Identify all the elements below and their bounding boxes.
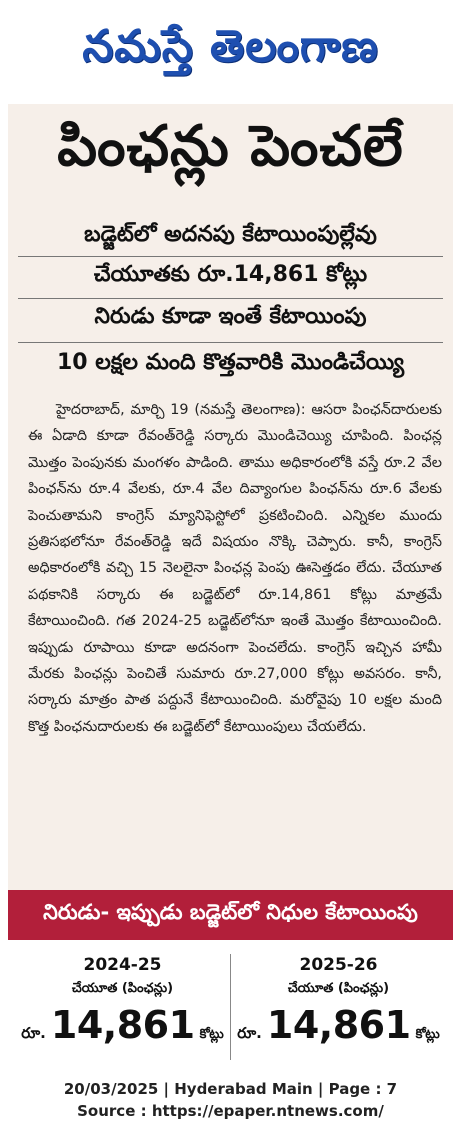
- currency-label: రూ.: [21, 1024, 46, 1042]
- headline: పింఛన్లు పెంచలే: [57, 114, 404, 179]
- news-clipping: [8, 104, 453, 1139]
- infobox-column-2025-26: [236, 952, 441, 1052]
- amount-value: 14,861: [50, 1003, 195, 1047]
- deck-divider: [18, 342, 443, 343]
- infobox-amount: [20, 1000, 225, 1050]
- footer-source: Source : https://epaper.ntnews.com/: [77, 1102, 384, 1120]
- infobox-amount: [236, 1000, 441, 1050]
- infobox-column-2024-25: [20, 952, 225, 1052]
- masthead: [0, 0, 461, 104]
- deck-line-3: నిరుడు కూడా ఇంతే కేటాయింపు: [94, 304, 367, 329]
- deck-line-2: చేయూతకు రూ.14,861 కోట్లు: [93, 262, 368, 287]
- infobox-banner: నిరుడు- ఇప్పుడు బడ్జెట్‌లో నిధుల కేటాయింపు: [8, 890, 453, 940]
- footer-date-edition: 20/03/2025 | Hyderabad Main | Page : 7: [63, 1080, 398, 1098]
- masthead-title: నమస్తే తెలంగాణ: [82, 21, 379, 72]
- infobox-year: 2025-26: [299, 955, 378, 975]
- column-divider: [230, 954, 231, 1060]
- footer: [0, 1078, 461, 1122]
- article-body: హైదరాబాద్, మార్చి 19 (నమస్తే తెలంగాణ): ఆసరా పింఛన్‌దారులకు ఈ ఏడాది కూడా రేవంత్‌రెడ్డి సర్కారు మొండిచెయ్యి చూపింది. పింఛన్ల మొత్తం పెంపునకు మంగళం పాడింది. తాము అధికారంలోకి వస్తే రూ.2 వేల పింఛన్‌ను రూ.4 వేలకు, రూ.4 వేల దివ్యాంగుల పింఛన్‌ను రూ.6 వేలకు పెంచుతామని కాంగ్రెస్ మ్యానిఫెస్టోలో ప్రకటించింది. ఎన్నికల ముందు ప్రతిసభలోనూ రేవంత్‌రెడ్డి ఇదే విషయం నొక్కి చెప్పారు. కానీ, కాంగ్రెస్ అధికారంలోకి వచ్చి 15 నెలలైనా పింఛన్ల పెంపు ఊసెత్తడం లేదు. చేయూత పథకానికి సర్కారు ఈ బడ్జెట్‌లో రూ.14,861 కోట్లు మాత్రమే కేటాయించింది. గత 2024-25 బడ్జెట్‌లోనూ ఇంతే మొత్తం కేటాయించింది. ఇప్పుడు రూపాయి కూడా అదనంగా పెంచలేదు. కాంగ్రెస్ ఇచ్చిన హామీ మేరకు పింఛన్లు పెంచితే సుమారు రూ.27,000 కోట్లు అవసరం. కానీ, సర్కారు మాత్రం పాత పద్దునే కేటాయించింది. మరోవైపు 10 లక్షల మంది కొత్త పింఛనుదారులకు ఈ బడ్జెట్‌లో కేటాయింపులు చేయలేదు.: [28, 402, 442, 735]
- amount-unit: కోట్లు: [415, 1027, 440, 1042]
- infobox-label: చేయూత (పింఛన్లు): [71, 981, 174, 996]
- deck-line-1: బడ్జెట్‌లో అదనపు కేటాయింపుల్లేవు: [84, 222, 377, 247]
- infobox-year: 2024-25: [83, 955, 162, 975]
- currency-label: రూ.: [237, 1024, 262, 1042]
- article-area: [8, 104, 453, 890]
- amount-value: 14,861: [266, 1003, 411, 1047]
- deck-line-4: 10 లక్షల మంది కొత్తవారికి మొండిచేయ్యి: [56, 350, 405, 375]
- deck-divider: [18, 256, 443, 257]
- amount-unit: కోట్లు: [199, 1027, 224, 1042]
- infobox-label: చేయూత (పింఛన్లు): [287, 981, 390, 996]
- deck-divider: [18, 298, 443, 299]
